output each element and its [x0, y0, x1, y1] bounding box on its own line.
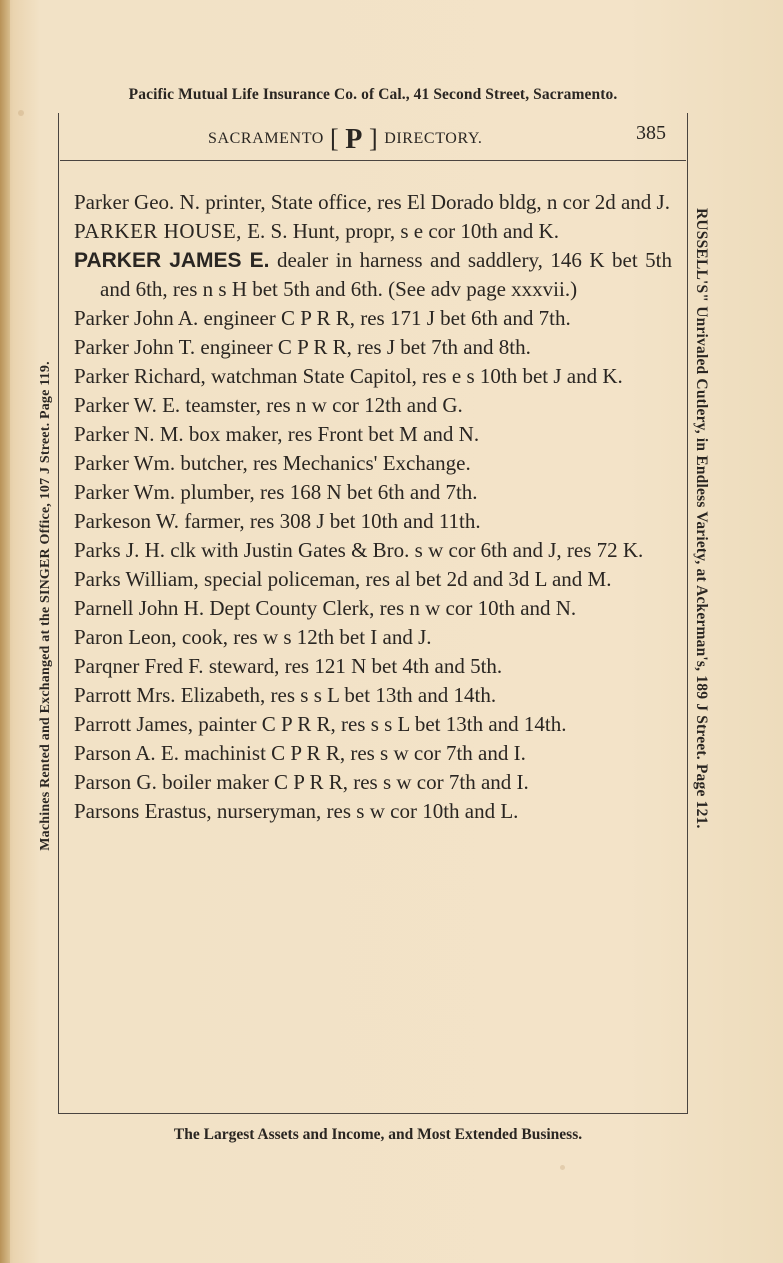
directory-entry: [74, 710, 672, 739]
entry-name: Parker John A.: [74, 306, 199, 330]
directory-entry: [74, 768, 672, 797]
header-city: SACRAMENTO: [208, 130, 324, 147]
directory-entry: [74, 536, 672, 565]
header-letter: P: [345, 124, 363, 155]
entry-details: steward, res 121 N bet 4th and 5th.: [203, 654, 503, 678]
entry-details: teamster, res n w cor 12th and G.: [180, 393, 463, 417]
entry-name: Parker W. E.: [74, 393, 181, 417]
entry-name: PARKER JAMES E.: [74, 249, 270, 272]
entry-details: plumber, res 168 N bet 6th and 7th.: [175, 480, 478, 504]
header-title: [208, 124, 483, 156]
entry-details: res s s L bet 13th and 14th.: [265, 683, 497, 707]
entry-details: boiler maker C P R R, res s w cor 7th and I.: [156, 770, 529, 794]
entry-details: engineer C P R R, res J bet 7th and 8th.: [195, 335, 531, 359]
entry-name: PARKER HOUSE,: [74, 219, 242, 243]
left-margin-advertisement: Machines Rented and Exchanged at the SINGER Office, 107 J Street. Page 119.: [38, 361, 53, 851]
entry-name: Parker Geo. N.: [74, 190, 200, 214]
page-spine: [0, 0, 10, 1263]
page-number: 385: [636, 122, 666, 144]
directory-entry: [74, 391, 672, 420]
directory-entry: [74, 797, 672, 826]
header-bracket-open: [: [329, 124, 340, 153]
directory-entry: [74, 478, 672, 507]
entry-name: Parson G.: [74, 770, 157, 794]
entry-details: cook, res w s 12th bet I and J.: [176, 625, 432, 649]
entry-details: printer, State office, res El Dorado bldg, n cor 2d and J.: [199, 190, 670, 214]
running-header: [58, 116, 686, 160]
entry-details: engineer C P R R, res 171 J bet 6th and 7th.: [198, 306, 571, 330]
entry-name: Parrott Mrs. Elizabeth,: [74, 683, 266, 707]
entry-details: box maker, res Front bet M and N.: [183, 422, 480, 446]
entry-details: machinist C P R R, res s w cor 7th and I.: [179, 741, 526, 765]
directory-entry: [74, 304, 672, 333]
paper-stain: [18, 110, 24, 116]
directory-entry: [74, 217, 672, 246]
entry-name: Parson A. E.: [74, 741, 179, 765]
directory-entry: [74, 420, 672, 449]
directory-entry: [74, 681, 672, 710]
entry-name: Paron Leon,: [74, 625, 177, 649]
directory-entry: [74, 565, 672, 594]
directory-entry: [74, 449, 672, 478]
entry-details: clk with Justin Gates & Bro. s w cor 6th and J, res 72 K.: [165, 538, 644, 562]
directory-entry: [74, 739, 672, 768]
entry-details: Dept County Clerk, res n w cor 10th and N.: [204, 596, 577, 620]
entry-details: nurseryman, res s w cor 10th and L.: [211, 799, 519, 823]
entry-name: Parks J. H.: [74, 538, 166, 562]
paper-stain: [560, 1165, 565, 1170]
directory-entry: [74, 623, 672, 652]
entry-name: Parnell John H.: [74, 596, 205, 620]
entry-name: Parker Wm.: [74, 480, 176, 504]
header-rule: [60, 160, 686, 161]
entry-details: E. S. Hunt, propr, s e cor 10th and K.: [241, 219, 559, 243]
entry-name: Parkeson W.: [74, 509, 179, 533]
directory-entry: [74, 188, 672, 217]
entry-name: Parsons Erastus,: [74, 799, 212, 823]
directory-entry: [74, 333, 672, 362]
directory-entry: [74, 246, 672, 304]
top-advertisement: Pacific Mutual Life Insurance Co. of Cal., 41 Second Street, Sacramento.: [128, 86, 618, 103]
entry-details: butcher, res Mechanics' Exchange.: [175, 451, 471, 475]
entry-name: Parqner Fred F.: [74, 654, 204, 678]
bottom-advertisement: The Largest Assets and Income, and Most Extended Business.: [173, 1126, 583, 1143]
entry-name: Parker Wm.: [74, 451, 176, 475]
entry-details: dealer in harness and saddlery, 146 K bet 5th and 6th, res n s H bet 5th and 6th. (See adv page xxxvii.): [100, 248, 672, 301]
directory-entry: [74, 652, 672, 681]
entry-name: Parker John T.: [74, 335, 196, 359]
header-directory: DIRECTORY.: [384, 130, 483, 147]
entry-name: Parker N. M.: [74, 422, 184, 446]
directory-entry: [74, 362, 672, 391]
header-bracket-close: ]: [368, 124, 379, 153]
entry-name: Parker Richard,: [74, 364, 206, 388]
entry-name: Parrott James,: [74, 712, 193, 736]
entry-details: watchman State Capitol, res e s 10th bet J and K.: [205, 364, 623, 388]
entry-details: special policeman, res al bet 2d and 3d L and M.: [198, 567, 612, 591]
entry-details: farmer, res 308 J bet 10th and 11th.: [179, 509, 481, 533]
entry-details: painter C P R R, res s s L bet 13th and 14th.: [192, 712, 567, 736]
directory-entry: [74, 507, 672, 536]
right-margin-advertisement: RUSSELL'S" Unrivaled Cutlery, in Endless Variety, at Ackerman's, 189 J Street. Page 121.: [693, 208, 710, 829]
directory-entries: [74, 188, 672, 826]
directory-entry: [74, 594, 672, 623]
entry-name: Parks William,: [74, 567, 199, 591]
